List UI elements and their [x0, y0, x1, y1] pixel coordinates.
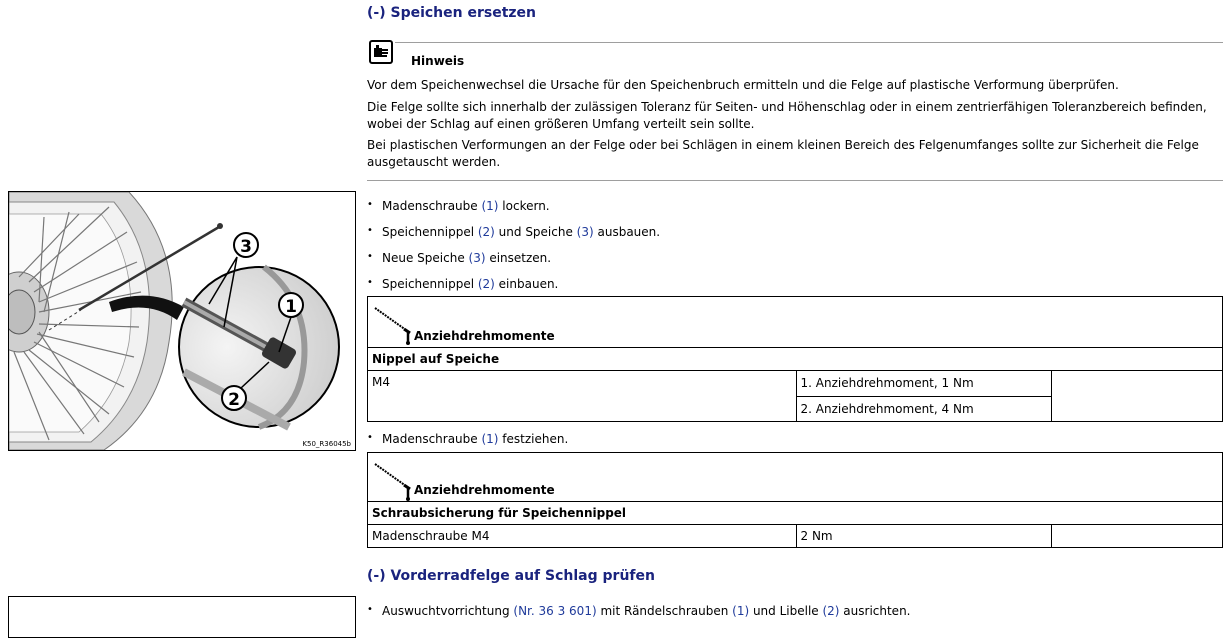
- step-text: Madenschraube: [382, 432, 482, 446]
- step-text: festziehen.: [498, 432, 569, 446]
- note-paragraph-1: Vor dem Speichenwechsel die Ursache für den Speichenbruch ermitteln und die Felge auf plastische Verformung überprüfen.: [367, 78, 1119, 92]
- bullet-icon: •: [367, 604, 373, 615]
- note-icon: [369, 40, 393, 64]
- step-ref: (2): [477, 277, 495, 291]
- torque-header: Anziehdrehmomente: [414, 483, 555, 497]
- section-title-speichen-ersetzen: (-) Speichen ersetzen: [367, 5, 537, 21]
- step-text: einbauen.: [494, 277, 559, 291]
- step-ref: (1): [732, 604, 750, 618]
- step-ref: (2): [822, 604, 840, 618]
- section-title-vorderradfelge: (-) Vorderradfelge auf Schlag prüfen: [367, 568, 655, 584]
- torque-table-nippel: [367, 296, 1223, 422]
- torque-subheader: Schraubsicherung für Speichennippel: [368, 502, 1223, 525]
- step-text: Speichennippel: [382, 225, 478, 239]
- step-text: Madenschraube: [382, 199, 482, 213]
- bullet-icon: •: [367, 277, 373, 288]
- note-bottom-rule: [367, 180, 1223, 181]
- step-ref: (1): [481, 432, 499, 446]
- step-ref: (3): [468, 251, 486, 265]
- torque-value-2: 2. Anziehdrehmoment, 4 Nm: [796, 396, 1051, 422]
- note-label: Hinweis: [411, 54, 465, 68]
- callout-2: 2: [228, 390, 240, 410]
- torque-value: 2 Nm: [796, 525, 1051, 548]
- figure-spoke-replacement: [8, 191, 356, 451]
- note-paragraph-2: Die Felge sollte sich innerhalb der zulässigen Toleranz für Seiten- und Höhenschlag oder in einem zentrierfähigen Toleranzbereich befinden, wobei der Schlag auf einen größeren Umfang verteilt sein sollte.: [367, 100, 1207, 131]
- bullet-icon: •: [367, 251, 373, 262]
- note-top-rule: [395, 42, 1223, 43]
- torque-empty-cell: [1051, 371, 1222, 422]
- callout-3: 3: [240, 237, 252, 257]
- step-text: Neue Speiche: [382, 251, 469, 265]
- step-ref: (3): [576, 225, 594, 239]
- step-text: Auswuchtvorrichtung: [382, 604, 514, 618]
- step-text: und Speiche: [494, 225, 577, 239]
- step-text: einsetzen.: [485, 251, 552, 265]
- step-text: mit Rändelschrauben: [596, 604, 733, 618]
- tool-number-link[interactable]: (Nr. 36 3 601): [513, 604, 597, 618]
- torque-item: M4: [368, 371, 797, 422]
- torque-value-1: 1. Anziehdrehmoment, 1 Nm: [796, 371, 1051, 397]
- bullet-icon: •: [367, 199, 373, 210]
- torque-header: Anziehdrehmomente: [414, 329, 555, 343]
- torque-empty-cell: [1051, 525, 1222, 548]
- torque-table-schraubsicherung: [367, 452, 1223, 548]
- bullet-icon: •: [367, 225, 373, 236]
- step-text: lockern.: [498, 199, 550, 213]
- torque-wrench-icon: [372, 305, 412, 345]
- step-ref: (1): [481, 199, 499, 213]
- step-text: und Libelle: [749, 604, 823, 618]
- callout-1: 1: [285, 297, 297, 317]
- torque-item: Madenschraube M4: [368, 525, 797, 548]
- figure-wheel-balancing: [8, 596, 356, 638]
- figure-caption: K50_R36045b: [302, 440, 351, 448]
- step-text: Speichennippel: [382, 277, 478, 291]
- torque-subheader: Nippel auf Speiche: [368, 348, 1223, 371]
- note-paragraph-3: Bei plastischen Verformungen an der Felge oder bei Schlägen in einem kleinen Bereich des Felgenumfanges sollte zur Sicherheit die Felge ausgetauscht werden.: [367, 138, 1199, 169]
- step-text: ausbauen.: [593, 225, 661, 239]
- step-text: ausrichten.: [839, 604, 911, 618]
- step-ref: (2): [477, 225, 495, 239]
- bullet-icon: •: [367, 432, 373, 443]
- torque-wrench-icon: [372, 461, 412, 501]
